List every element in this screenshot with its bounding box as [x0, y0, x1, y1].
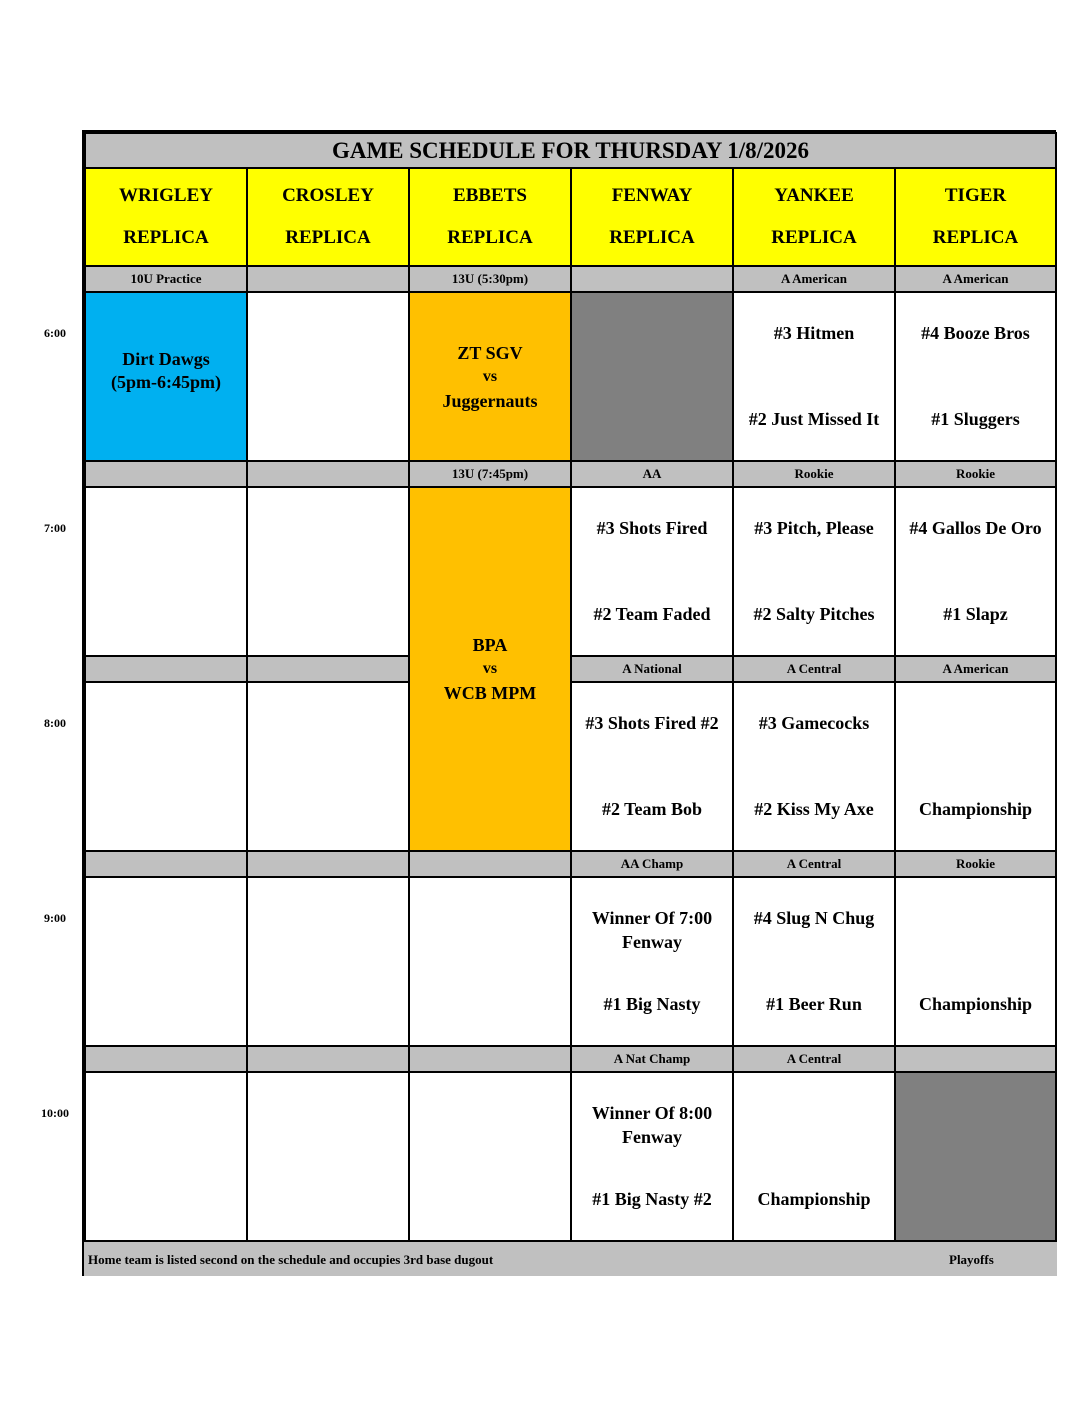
field-header-tiger	[894, 167, 1057, 267]
game-cell[interactable]	[732, 291, 896, 462]
time-label: 6:00	[44, 326, 66, 340]
practice-text: (5pm-6:45pm)	[111, 371, 221, 392]
game-cell[interactable]	[570, 876, 734, 1047]
away-team: Winner Of 7:00 Fenway	[591, 908, 713, 952]
away-team: BPA	[472, 635, 508, 655]
division-label: A Central	[732, 1045, 896, 1073]
division-label: 13U (5:30pm)	[408, 265, 572, 293]
playoffs-label: Playoffs	[949, 1252, 994, 1267]
field-header-wrigley	[84, 167, 248, 267]
field-name: CROSLEY	[282, 185, 374, 206]
division-label	[408, 850, 572, 878]
field-name: TIGER	[944, 185, 1007, 206]
game-cell[interactable]	[246, 876, 410, 1047]
division-label: A American	[894, 655, 1057, 683]
away-team: #3 Hitmen	[773, 323, 855, 343]
game-cell[interactable]	[84, 681, 248, 852]
game-cell[interactable]	[894, 681, 1057, 852]
home-team: #1 Sluggers	[931, 409, 1020, 429]
game-cell[interactable]	[570, 681, 734, 852]
game-cell[interactable]	[570, 1071, 734, 1242]
field-subtitle: REPLICA	[285, 227, 371, 248]
home-team: #1 Big Nasty #2	[592, 1189, 712, 1209]
away-team: Winner Of 8:00 Fenway	[591, 1103, 713, 1147]
away-team: #3 Gamecocks	[758, 713, 870, 733]
game-cell[interactable]	[894, 486, 1057, 657]
away-team: ZT SGV	[457, 342, 523, 363]
game-cell[interactable]	[732, 1071, 896, 1242]
game-cell[interactable]	[732, 876, 896, 1047]
game-cell[interactable]	[84, 486, 248, 657]
away-team: #4 Booze Bros	[921, 323, 1030, 343]
game-cell[interactable]	[84, 1071, 248, 1242]
home-team: WCB MPM	[443, 683, 537, 703]
away-team: #3 Pitch, Please	[754, 518, 874, 538]
time-label: 7:00	[44, 521, 66, 535]
game-cell-13u[interactable]	[408, 486, 572, 852]
field-header-fenway	[570, 167, 734, 267]
page-title: GAME SCHEDULE FOR THURSDAY 1/8/2026	[84, 132, 1057, 169]
division-label: A National	[570, 655, 734, 683]
division-label	[246, 265, 410, 293]
division-label: A Central	[732, 655, 896, 683]
away-team: #4 Gallos De Oro	[909, 518, 1042, 538]
home-team: #1 Beer Run	[766, 994, 862, 1014]
home-team: #2 Team Faded	[593, 604, 711, 624]
field-name: FENWAY	[611, 185, 693, 206]
game-cell[interactable]	[570, 486, 734, 657]
unavailable-cell	[894, 1071, 1057, 1242]
division-label: Rookie	[894, 850, 1057, 878]
home-team: #2 Team Bob	[601, 799, 703, 819]
away-team: #3 Shots Fired #2	[585, 713, 719, 733]
field-name: YANKEE	[774, 185, 854, 206]
game-cell[interactable]	[408, 876, 572, 1047]
field-header-yankee	[732, 167, 896, 267]
division-label	[408, 1045, 572, 1073]
division-label	[894, 1045, 1057, 1073]
game-cell[interactable]	[894, 876, 1057, 1047]
game-cell[interactable]	[84, 876, 248, 1047]
field-name: EBBETS	[453, 185, 527, 206]
division-label: A Central	[732, 850, 896, 878]
division-label: AA Champ	[570, 850, 734, 878]
game-cell-13u[interactable]	[408, 291, 572, 462]
division-label: 10U Practice	[84, 265, 248, 293]
field-subtitle: REPLICA	[771, 227, 857, 248]
away-team: #3 Shots Fired	[596, 518, 708, 538]
division-label: Rookie	[894, 460, 1057, 488]
division-label	[84, 850, 248, 878]
footer-bar	[84, 1240, 1057, 1276]
field-header-ebbets	[408, 167, 572, 267]
field-subtitle: REPLICA	[932, 227, 1019, 248]
time-label: 10:00	[41, 1106, 69, 1120]
vs-label: vs	[482, 367, 498, 385]
home-team: #2 Kiss My Axe	[754, 799, 874, 819]
vs-label: vs	[482, 660, 498, 677]
division-label	[570, 265, 734, 293]
game-cell[interactable]	[246, 291, 410, 462]
practice-text: Dirt Dawgs	[122, 348, 210, 369]
home-team: #2 Just Missed It	[748, 409, 880, 429]
home-team: Championship	[757, 1189, 871, 1209]
division-label	[84, 1045, 248, 1073]
game-cell[interactable]	[732, 486, 896, 657]
game-cell[interactable]	[246, 486, 410, 657]
field-subtitle: REPLICA	[609, 227, 695, 248]
division-label	[246, 655, 410, 683]
field-subtitle: REPLICA	[447, 227, 533, 248]
home-team: Championship	[918, 994, 1033, 1014]
game-cell[interactable]	[408, 1071, 572, 1242]
division-label	[246, 1045, 410, 1073]
game-cell[interactable]	[894, 291, 1057, 462]
division-label	[84, 460, 248, 488]
field-subtitle: REPLICA	[123, 227, 209, 248]
division-label: A American	[894, 265, 1057, 293]
division-label	[246, 850, 410, 878]
home-team: #1 Big Nasty	[603, 994, 701, 1014]
home-team: Championship	[918, 799, 1033, 819]
division-label: A Nat Champ	[570, 1045, 734, 1073]
game-cell[interactable]	[246, 681, 410, 852]
field-name: WRIGLEY	[119, 185, 213, 206]
home-team: #2 Salty Pitches	[753, 604, 875, 624]
away-team: #4 Slug N Chug	[753, 908, 875, 928]
division-label: AA	[570, 460, 734, 488]
home-team: Juggernauts	[442, 390, 538, 411]
division-label: 13U (7:45pm)	[408, 460, 572, 488]
field-header-crosley	[246, 167, 410, 267]
division-label	[246, 460, 410, 488]
unavailable-cell	[570, 291, 734, 462]
game-cell[interactable]	[732, 681, 896, 852]
time-label: 9:00	[44, 911, 66, 925]
home-team: #1 Slapz	[943, 604, 1008, 624]
division-label: A American	[732, 265, 896, 293]
division-label: Rookie	[732, 460, 896, 488]
practice-cell[interactable]	[84, 291, 248, 462]
division-label	[84, 655, 248, 683]
game-cell[interactable]	[246, 1071, 410, 1242]
footer-note: Home team is listed second on the schedule and occupies 3rd base dugout	[88, 1252, 494, 1267]
time-label: 8:00	[44, 716, 66, 730]
